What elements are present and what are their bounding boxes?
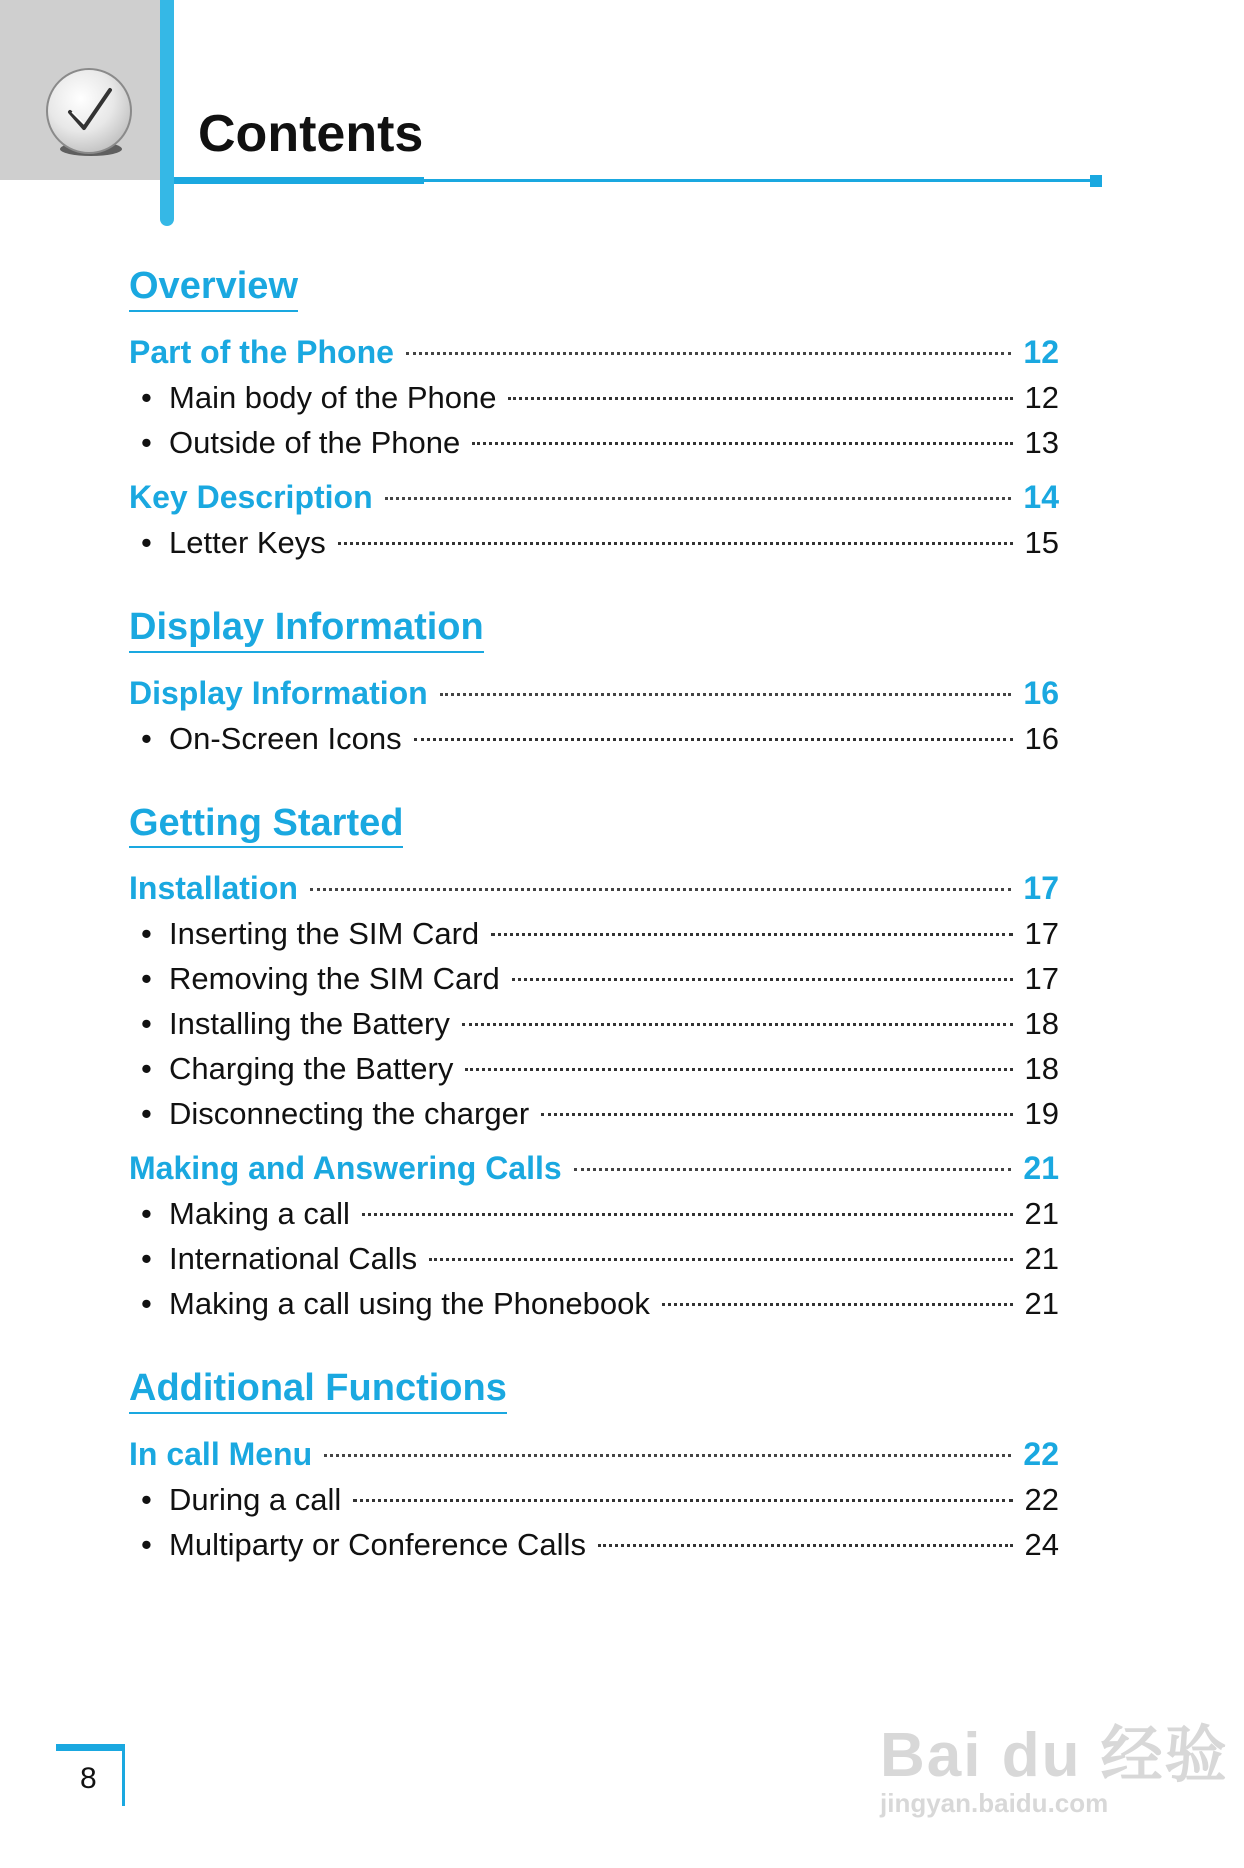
watermark	[880, 1705, 1229, 1819]
toc-item-row[interactable]	[129, 1191, 1059, 1236]
toc-item-page: 21	[1024, 1241, 1059, 1277]
watermark-url: jingyan.baidu.com	[880, 1788, 1109, 1818]
toc-item-page: 21	[1024, 1286, 1059, 1322]
leader-dots	[338, 542, 1013, 545]
toc-heading-label: Installation	[129, 870, 298, 907]
toc-item-page: 21	[1024, 1196, 1059, 1232]
table-of-contents	[129, 266, 1059, 1609]
toc-item-row[interactable]	[129, 911, 1059, 956]
leader-dots	[362, 1213, 1013, 1216]
toc-section	[129, 803, 1059, 1327]
toc-heading-page: 21	[1023, 1150, 1059, 1187]
toc-item-row[interactable]	[129, 1281, 1059, 1326]
page-number: 8	[80, 1762, 97, 1795]
toc-item-page: 22	[1024, 1482, 1059, 1518]
leader-dots	[385, 497, 1012, 500]
toc-heading-row[interactable]	[129, 671, 1059, 716]
toc-heading-page: 22	[1023, 1436, 1059, 1473]
toc-item-label: • Making a call using the Phonebook	[129, 1281, 650, 1326]
leader-dots	[598, 1544, 1013, 1547]
toc-item-row[interactable]	[129, 1236, 1059, 1281]
toc-heading-label: Part of the Phone	[129, 333, 394, 370]
toc-item-row[interactable]	[129, 1477, 1059, 1522]
toc-item-page: 12	[1024, 379, 1059, 415]
leader-dots	[406, 352, 1012, 355]
toc-item-page: 15	[1024, 524, 1059, 560]
toc-item-row[interactable]	[129, 716, 1059, 761]
toc-heading-page: 14	[1023, 478, 1059, 515]
toc-heading-label: In call Menu	[129, 1436, 313, 1473]
toc-heading-row[interactable]	[129, 475, 1059, 520]
leader-dots	[429, 1258, 1012, 1261]
toc-section	[129, 1368, 1059, 1567]
toc-item-label: • Making a call	[129, 1191, 350, 1236]
toc-item-label: • Outside of the Phone	[129, 420, 460, 465]
leader-dots	[324, 1454, 1011, 1457]
leader-dots	[462, 1023, 1013, 1026]
toc-item-row[interactable]	[129, 375, 1059, 420]
header-vertical-bar	[160, 0, 174, 226]
leader-dots	[491, 933, 1012, 936]
footer-vertical-rule	[122, 1744, 125, 1806]
toc-item-row[interactable]	[129, 956, 1059, 1001]
toc-item-page: 18	[1024, 1006, 1059, 1042]
toc-item-label: • On-Screen Icons	[129, 716, 402, 761]
footer-rule	[56, 1744, 124, 1751]
toc-item-label: • During a call	[129, 1477, 341, 1522]
toc-heading-row[interactable]	[129, 330, 1059, 375]
checkmark-icon	[46, 68, 132, 154]
leader-dots	[508, 397, 1012, 400]
leader-dots	[512, 978, 1013, 981]
page-title: Contents	[198, 105, 424, 163]
toc-item-page: 17	[1024, 916, 1059, 952]
leader-dots	[574, 1168, 1012, 1171]
leader-dots	[662, 1303, 1013, 1306]
toc-item-page: 13	[1024, 424, 1059, 460]
leader-dots	[353, 1499, 1012, 1502]
toc-heading-row[interactable]	[129, 1146, 1059, 1191]
section-title: Getting Started	[129, 803, 403, 849]
toc-item-label: • Charging the Battery	[129, 1046, 453, 1091]
toc-item-row[interactable]	[129, 420, 1059, 465]
toc-item-page: 24	[1024, 1527, 1059, 1563]
title-rule-end	[1090, 175, 1102, 187]
toc-item-page: 16	[1024, 720, 1059, 756]
toc-item-label: • Disconnecting the charger	[129, 1091, 529, 1136]
toc-heading-row[interactable]	[129, 866, 1059, 911]
toc-item-row[interactable]	[129, 1091, 1059, 1136]
watermark-brand: Bai du 经验	[880, 1721, 1229, 1790]
toc-heading-label: Display Information	[129, 674, 428, 711]
leader-dots	[440, 693, 1012, 696]
toc-heading-label: Making and Answering Calls	[129, 1150, 562, 1187]
leader-dots	[541, 1113, 1012, 1116]
leader-dots	[310, 888, 1012, 891]
toc-heading-page: 12	[1023, 333, 1059, 370]
title-rule-accent	[174, 177, 424, 184]
toc-item-label: • Main body of the Phone	[129, 375, 496, 420]
toc-item-row[interactable]	[129, 1046, 1059, 1091]
toc-item-row[interactable]	[129, 1001, 1059, 1046]
toc-item-page: 17	[1024, 961, 1059, 997]
leader-dots	[472, 442, 1012, 445]
section-title: Additional Functions	[129, 1368, 507, 1414]
toc-heading-label: Key Description	[129, 478, 373, 515]
toc-item-label: • Removing the SIM Card	[129, 956, 500, 1001]
leader-dots	[414, 738, 1013, 741]
toc-heading-page: 17	[1023, 870, 1059, 907]
toc-item-label: • Installing the Battery	[129, 1001, 450, 1046]
leader-dots	[465, 1068, 1012, 1071]
toc-section	[129, 607, 1059, 761]
toc-item-label: • Multiparty or Conference Calls	[129, 1522, 586, 1567]
toc-item-page: 18	[1024, 1051, 1059, 1087]
toc-item-label: • International Calls	[129, 1236, 417, 1281]
toc-item-page: 19	[1024, 1096, 1059, 1132]
toc-item-row[interactable]	[129, 520, 1059, 565]
toc-heading-row[interactable]	[129, 1432, 1059, 1477]
toc-item-label: • Letter Keys	[129, 520, 326, 565]
toc-heading-page: 16	[1023, 674, 1059, 711]
section-title: Display Information	[129, 607, 484, 653]
toc-section	[129, 266, 1059, 565]
section-title: Overview	[129, 266, 298, 312]
toc-item-row[interactable]	[129, 1522, 1059, 1567]
toc-item-label: • Inserting the SIM Card	[129, 911, 479, 956]
